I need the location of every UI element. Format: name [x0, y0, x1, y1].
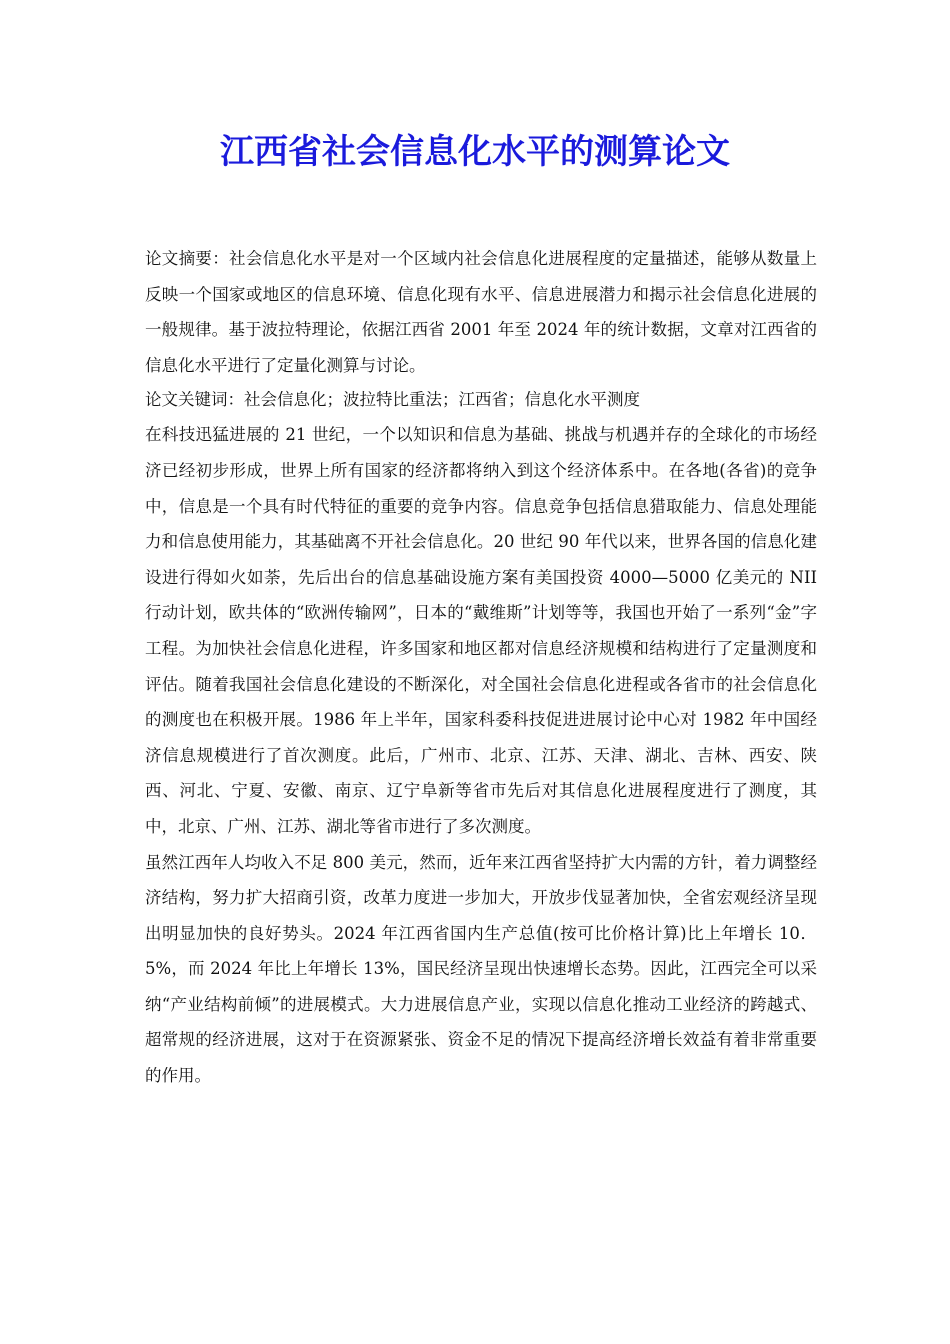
document-title: 江西省社会信息化水平的测算论文: [220, 132, 730, 172]
abstract-paragraph: 论文摘要：社会信息化水平是对一个区域内社会信息化进展程度的定量描述，能够从数量上反映一个国家或地区的信息环境、信息化现有水平、信息进展潜力和揭示社会信息化进展的一般规律。基于波拉特理论，依据江西省 2001 年至 2024 年的统计数据，文章对江西省的信息化水平进行了定量化测算与讨论。: [145, 249, 817, 375]
document-body: [145, 241, 817, 1094]
body-paragraph: 在科技迅猛进展的 21 世纪，一个以知识和信息为基础、挑战与机遇并存的全球化的市场经济已经初步形成，世界上所有国家的经济都将纳入到这个经济体系中。在各地(各省)的竞争中，信息是一个具有时代特征的重要的竞争内容。信息竞争包括信息猎取能力、信息处理能力和信息使用能力，其基础离不开社会信息化。20 世纪 90 年代以来，世界各国的信息化建设进行得如火如荼，先后出台的信息基础设施方案有美国投资 4000—5000 亿美元的 NII 行动计划，欧共体的“欧洲传输网”，日本的“戴维斯”计划等等，我国也开始了一系列“金”字工程。为加快社会信息化进程，许多国家和地区都对信息经济规模和结构进行了定量测度和评估。随着我国社会信息化建设的不断深化，对全国社会信息化进程或各省市的社会信息化的测度也在积极开展。1986 年上半年，国家科委科技促进进展讨论中心对 1982 年中国经济信息规模进行了首次测度。此后，广州市、北京、江苏、天津、湖北、吉林、西安、陕西、河北、宁夏、安徽、南京、辽宁阜新等省市先后对其信息化进展程度进行了测度，其中，北京、广州、江苏、湖北等省市进行了多次测度。: [145, 425, 817, 836]
keywords-paragraph: 论文关键词：社会信息化；波拉特比重法；江西省；信息化水平测度: [145, 390, 640, 410]
body-paragraph: 虽然江西年人均收入不足 800 美元，然而，近年来江西省坚持扩大内需的方针，着力调整经济结构，努力扩大招商引资，改革力度进一步加大，开放步伐显著加快，全省宏观经济呈现出明显加快的良好势头。2024 年江西省国内生产总值(按可比价格计算)比上年增长 10．5%，而 2024 年比上年增长 13%，国民经济呈现出快速增长态势。因此，江西完全可以采纳“产业结构前倾”的进展模式。大力进展信息产业，实现以信息化推动工业经济的跨越式、超常规的经济进展，这对于在资源紧张、资金不足的情况下提高经济增长效益有着非常重要的作用。: [145, 852, 817, 1086]
